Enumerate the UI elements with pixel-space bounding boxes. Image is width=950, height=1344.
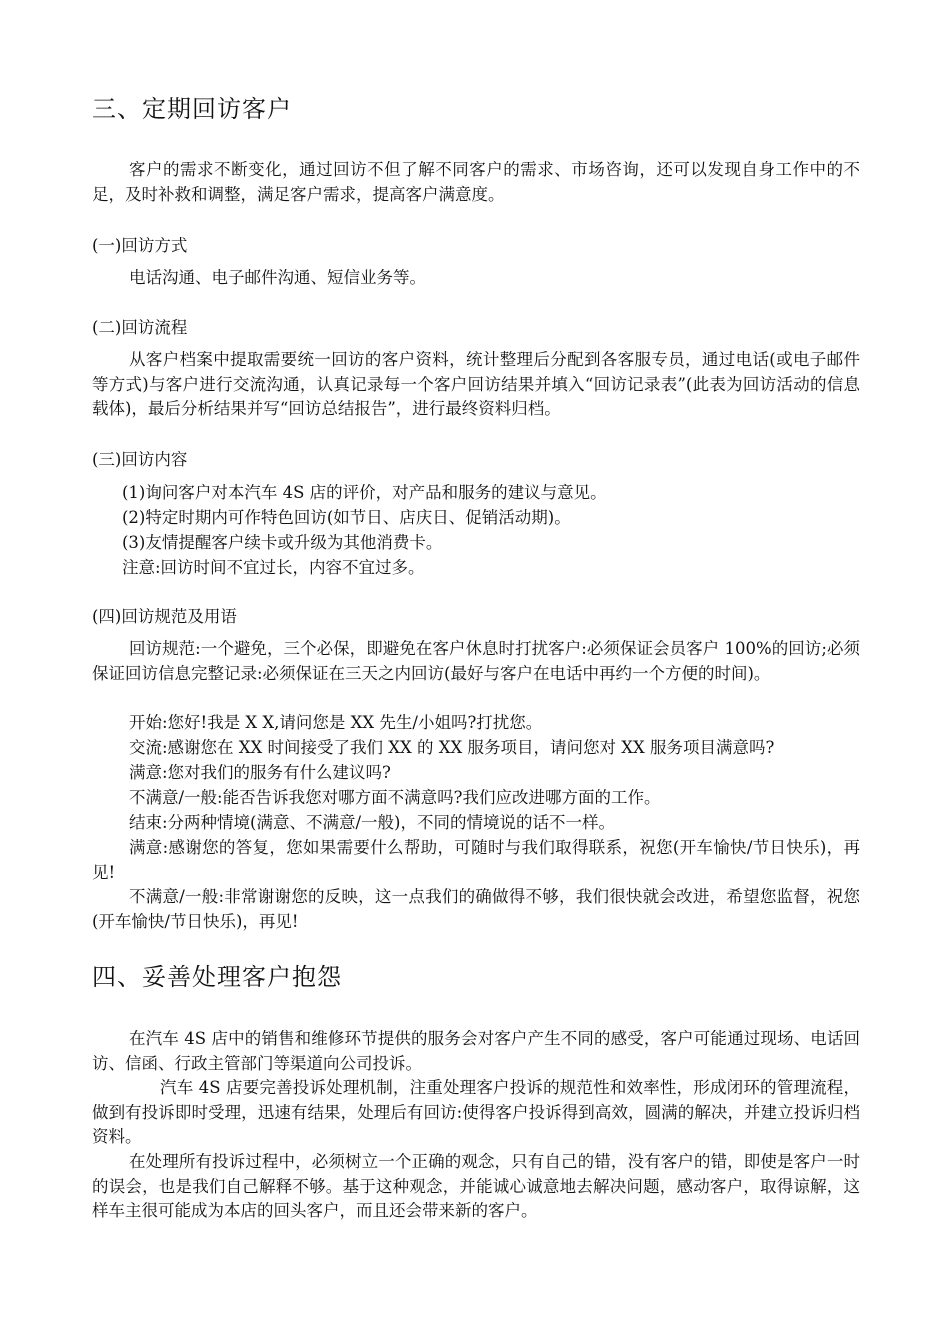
process-heading: (二)回访流程: [92, 318, 188, 337]
content-note: 注意:回访时间不宜过长，内容不宜过多。: [122, 558, 425, 577]
script-line-unsatisfied: 不满意/一般:能否告诉我您对哪方面不满意吗?我们应改进哪方面的工作。: [129, 788, 661, 807]
section-4-paragraph: 在处理所有投诉过程中，必须树立一个正确的观念，只有自己的错，没有客户的错，即使是客户一时的误会，也是我们自己解释不够。基于这种观念，并能诚心诚意地去解决问题，感动客户，取得谅解，这样车主很可能成为本店的回头客户，而且还会带来新的客户。: [92, 1152, 860, 1220]
method-heading: (一)回访方式: [92, 236, 188, 255]
content-item: (2)特定时期内可作特色回访(如节日、店庆日、促销活动期)。: [122, 508, 571, 527]
process-text: 从客户档案中提取需要统一回访的客户资料，统计整理后分配到各客服专员，通过电话(或电子邮件等方式)与客户进行交流沟通，认真记录每一个客户回访结果并填入“回访记录表”(此表为回访活动的信息载体)，最后分析结果并写“回访总结报告”，进行最终资料归档。: [92, 350, 860, 418]
section-3-intro: 客户的需求不断变化，通过回访不但了解不同客户的需求、市场咨询，还可以发现自身工作中的不足，及时补救和调整，满足客户需求，提高客户满意度。: [92, 160, 860, 204]
content-item: (3)友情提醒客户续卡或升级为其他消费卡。: [122, 533, 443, 552]
norms-heading: (四)回访规范及用语: [92, 607, 237, 626]
section-4-paragraph: 在汽车 4S 店中的销售和维修环节提供的服务会对客户产生不同的感受，客户可能通过现场、电话回访、信函、行政主管部门等渠道向公司投诉。: [92, 1029, 860, 1073]
section-4-title: 四、妥善处理客户抱怨: [92, 963, 342, 991]
script-line-satisfied: 满意:您对我们的服务有什么建议吗?: [129, 763, 391, 782]
section-3-title: 三、定期回访客户: [92, 95, 292, 123]
section-4-paragraph: 汽车 4S 店要完善投诉处理机制，注重处理客户投诉的规范性和效率性，形成闭环的管理流程，做到有投诉即时受理，迅速有结果，处理后有回访:使得客户投诉得到高效，圆满的解决，并建立投诉归档资料。: [92, 1078, 860, 1146]
content-item: (1)询问客户对本汽车 4S 店的评价，对产品和服务的建议与意见。: [122, 483, 607, 502]
closing-unsatisfied: 不满意/一般:非常谢谢您的反映，这一点我们的确做得不够，我们很快就会改进，希望您监督，祝您(开车愉快/节日快乐)，再见!: [92, 887, 860, 931]
script-line-start: 开始:您好!我是 X X,请问您是 XX 先生/小姐吗?打扰您。: [129, 713, 543, 732]
method-text: 电话沟通、电子邮件沟通、短信业务等。: [129, 268, 426, 287]
script-line-end: 结束:分两种情境(满意、不满意/一般)，不同的情境说的话不一样。: [129, 813, 615, 832]
content-heading: (三)回访内容: [92, 450, 188, 469]
norms-rule: 回访规范:一个避免，三个必保，即避免在客户休息时打扰客户:必须保证会员客户 100%的回访;必须保证回访信息完整记录:必须保证在三天之内回访(最好与客户在电话中再约一个方便的时间)。: [92, 639, 860, 683]
closing-satisfied: 满意:感谢您的答复，您如果需要什么帮助，可随时与我们取得联系，祝您(开车愉快/节日快乐)，再见!: [92, 838, 860, 882]
script-line-exchange: 交流:感谢您在 XX 时间接受了我们 XX 的 XX 服务项目，请问您对 XX 服务项目满意吗?: [129, 738, 775, 757]
